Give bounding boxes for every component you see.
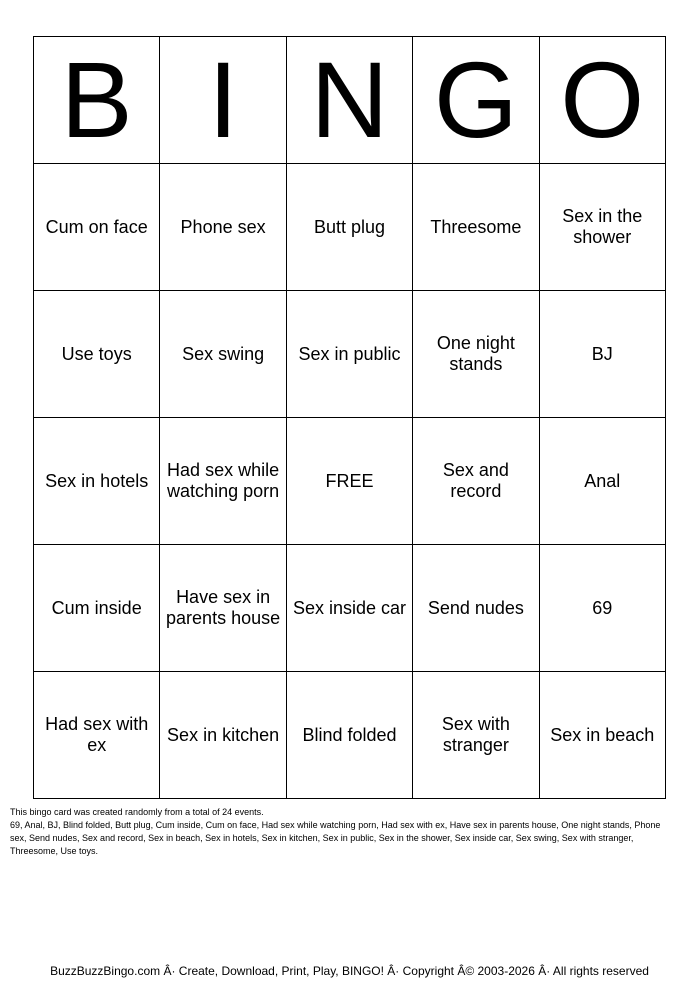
card-cell: Sex swing — [160, 291, 286, 418]
card-cell: Had sex with ex — [34, 672, 160, 799]
note-event-list: 69, Anal, BJ, Blind folded, Butt plug, Cum inside, Cum on face, Had sex while watching porn, Had sex with ex, Have sex in parents house, One night stands, Phone sex, Send nudes, Sex and record, Sex in beach, Sex in hotels, Sex in kitchen, Sex in public, Sex in the shower, Sex inside car, Sex swing, Sex with stranger, Threesome, Use toys. — [10, 820, 661, 856]
card-row — [34, 164, 666, 291]
card-row — [34, 418, 666, 545]
card-cell: Use toys — [34, 291, 160, 418]
card-cell: Cum inside — [34, 545, 160, 672]
free-space-cell: FREE — [286, 418, 412, 545]
header-row — [34, 37, 666, 164]
card-cell: Sex with stranger — [413, 672, 539, 799]
card-cell: Butt plug — [286, 164, 412, 291]
card-cell: Blind folded — [286, 672, 412, 799]
header-letter-b: B — [34, 37, 160, 164]
header-letter-o: O — [539, 37, 665, 164]
card-cell: Send nudes — [413, 545, 539, 672]
card-cell: 69 — [539, 545, 665, 672]
card-cell: Threesome — [413, 164, 539, 291]
card-cell: Have sex in parents house — [160, 545, 286, 672]
card-cell: Anal — [539, 418, 665, 545]
card-cell: One night stands — [413, 291, 539, 418]
card-cell: Sex inside car — [286, 545, 412, 672]
card-cell: Sex in hotels — [34, 418, 160, 545]
card-cell: Sex in kitchen — [160, 672, 286, 799]
card-cell: Had sex while watching porn — [160, 418, 286, 545]
card-cell: Sex in public — [286, 291, 412, 418]
note-summary: This bingo card was created randomly from a total of 24 events. — [10, 807, 264, 817]
header-letter-i: I — [160, 37, 286, 164]
card-row — [34, 672, 666, 799]
card-cell: Sex in beach — [539, 672, 665, 799]
header-letter-n: N — [286, 37, 412, 164]
card-cell: Phone sex — [160, 164, 286, 291]
card-cell: Sex and record — [413, 418, 539, 545]
card-row — [34, 545, 666, 672]
page-footer: BuzzBuzzBingo.com Â· Create, Download, Print, Play, BINGO! Â· Copyright Â© 2003-2026 Â· All rights reserved — [50, 964, 649, 978]
card-cell: Sex in the shower — [539, 164, 665, 291]
card-cell: BJ — [539, 291, 665, 418]
bingo-card — [33, 36, 666, 799]
card-row — [34, 291, 666, 418]
card-cell: Cum on face — [34, 164, 160, 291]
card-note — [10, 806, 670, 858]
header-letter-g: G — [413, 37, 539, 164]
